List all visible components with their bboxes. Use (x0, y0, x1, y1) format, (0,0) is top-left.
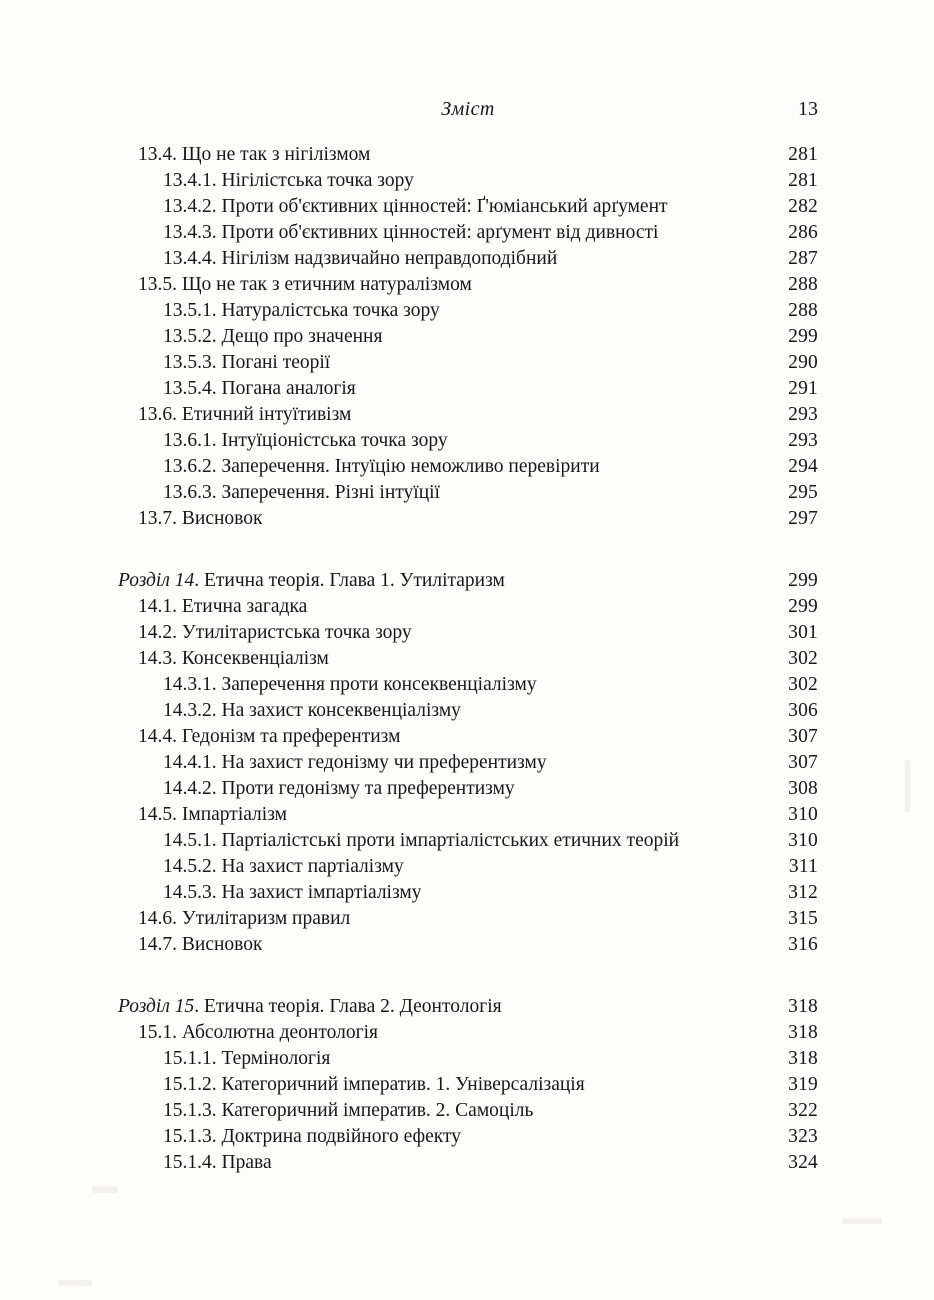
toc-entry-page-number: 281 (788, 144, 818, 165)
toc-section-entry[interactable] (118, 350, 818, 376)
toc-entry-label: 15.1.3. Категоричний імператив. 2. Самоціль (163, 1100, 534, 1121)
toc-entry-page-number: 301 (788, 622, 818, 643)
toc-group (118, 142, 818, 532)
toc-section-entry[interactable] (118, 428, 818, 454)
scan-speckle (58, 1280, 92, 1286)
toc-entry-label: 13.6.2. Заперечення. Інтуїцію неможливо перевірити (163, 456, 600, 477)
toc-entry-label: 13.6.1. Інтуїціоністська точка зору (163, 430, 448, 451)
toc-chapter-title: . Етична теорія. Глава 1. Утилітаризм (194, 570, 505, 591)
toc-entry-label: 14.5.2. На захист партіалізму (163, 856, 404, 877)
toc-group (118, 994, 818, 1176)
toc-entry-label: 15.1.4. Права (163, 1152, 272, 1173)
toc-entry-page-number: 318 (788, 1048, 818, 1069)
toc-entry-label: 14.5.3. На захист імпартіалізму (163, 882, 422, 903)
toc-section-entry[interactable] (118, 402, 818, 428)
toc-entry-page-number: 319 (788, 1074, 818, 1095)
toc-section-entry[interactable] (118, 802, 818, 828)
toc-entry-page-number: 324 (788, 1152, 818, 1173)
toc-entry-page-number: 293 (788, 404, 818, 425)
toc-entry-page-number: 302 (788, 648, 818, 669)
toc-section-entry[interactable] (118, 376, 818, 402)
toc-section-entry[interactable] (118, 506, 818, 532)
toc-entry-page-number: 287 (788, 248, 818, 269)
scan-speckle (92, 1186, 118, 1193)
running-head (118, 98, 818, 128)
toc-entry-page-number: 294 (788, 456, 818, 477)
toc-section-entry[interactable] (118, 646, 818, 672)
toc-entry-page-number: 312 (788, 882, 818, 903)
toc-section-entry[interactable] (118, 724, 818, 750)
toc-chapter-tag: Розділ 15 (118, 996, 195, 1017)
toc-section-entry[interactable] (118, 454, 818, 480)
toc-entry-label: 14.3.1. Заперечення проти консеквенціалізму (163, 674, 537, 695)
toc-section-entry[interactable] (118, 1020, 818, 1046)
toc-entry-label: 13.4.1. Нігілістська точка зору (163, 170, 414, 191)
toc-entry-label: 15.1. Абсолютна деонтологія (138, 1022, 378, 1043)
toc-entry-page-number: 306 (788, 700, 818, 721)
toc-entry-label: 14.4. Гедонізм та преферентизм (138, 726, 401, 747)
toc-section-entry[interactable] (118, 168, 818, 194)
running-head-page-number: 13 (798, 98, 818, 120)
toc-section-entry[interactable] (118, 594, 818, 620)
toc-section-entry[interactable] (118, 1072, 818, 1098)
toc-entry-label: 15.1.3. Доктрина подвійного ефекту (163, 1126, 462, 1147)
toc-section-entry[interactable] (118, 854, 818, 880)
toc-entry-label: 13.5.4. Погана аналогія (163, 378, 356, 399)
toc-chapter-entry[interactable] (118, 994, 818, 1020)
toc-entry-page-number: 323 (788, 1126, 818, 1147)
toc-entry-label: 14.4.2. Проти гедонізму та преферентизму (163, 778, 515, 799)
toc-entry-page-number: 290 (788, 352, 818, 373)
toc-entry-page-number: 302 (788, 674, 818, 695)
toc-entry-label: 14.2. Утилітаристська точка зору (138, 622, 412, 643)
toc-entry-label: 14.5. Імпартіалізм (138, 804, 287, 825)
toc-entry-label: 13.4. Що не так з нігілізмом (138, 144, 371, 165)
scan-speckle (842, 1218, 882, 1224)
toc-section-entry[interactable] (118, 298, 818, 324)
toc-section-entry[interactable] (118, 220, 818, 246)
toc-entry-label: 14.7. Висновок (138, 934, 263, 955)
toc-section-entry[interactable] (118, 906, 818, 932)
toc-entry-label: 14.3.2. На захист консеквенціалізму (163, 700, 461, 721)
toc-entry-page-number: 291 (788, 378, 818, 399)
toc-entry-label: 14.3. Консеквенціалізм (138, 648, 329, 669)
toc-entry-page-number: 286 (788, 222, 818, 243)
toc-chapter-title: . Етична теорія. Глава 2. Деонтологія (194, 996, 502, 1017)
toc-entry-page-number: 293 (788, 430, 818, 451)
toc-entry-label: 13.5.1. Натуралістська точка зору (163, 300, 440, 321)
toc-entry-page-number: 316 (788, 934, 818, 955)
toc-section-entry[interactable] (118, 776, 818, 802)
toc-section-entry[interactable] (118, 828, 818, 854)
toc-entry-label: 14.5.1. Партіалістські проти імпартіалістських етичних теорій (163, 830, 680, 851)
toc-section-entry[interactable] (118, 672, 818, 698)
toc-entry-label: 14.1. Етична загадка (138, 596, 308, 617)
toc-entry-label: 15.1.2. Категоричний імператив. 1. Універсалізація (163, 1074, 585, 1095)
toc-entry-label (118, 994, 502, 1020)
toc-section-entry[interactable] (118, 620, 818, 646)
toc-entry-page-number: 310 (788, 804, 818, 825)
toc-entry-page-number: 307 (788, 752, 818, 773)
toc-section-entry[interactable] (118, 1046, 818, 1072)
toc-entry-page-number: 318 (788, 996, 818, 1017)
toc-entry-label: 14.4.1. На захист гедонізму чи преферентизму (163, 752, 547, 773)
toc-entry-page-number: 307 (788, 726, 818, 747)
toc-entry-page-number: 297 (788, 508, 818, 529)
toc-entry-label: 13.5.3. Погані теорії (163, 352, 331, 373)
toc-entry-label: 13.4.2. Проти об'єктивних цінностей: Ґ'юміанський арґумент (163, 196, 668, 217)
toc-entry-page-number: 308 (788, 778, 818, 799)
toc-section-entry[interactable] (118, 480, 818, 506)
toc-entry-page-number: 311 (788, 856, 818, 877)
toc-entry-label: 13.4.3. Проти об'єктивних цінностей: арґумент від дивності (163, 222, 659, 243)
toc-section-entry[interactable] (118, 142, 818, 168)
toc-entry-label: 13.7. Висновок (138, 508, 263, 529)
toc-section-entry[interactable] (118, 272, 818, 298)
toc-entry-label: 13.5.2. Дещо про значення (163, 326, 383, 347)
toc-entry-page-number: 282 (788, 196, 818, 217)
running-head-title: Зміст (441, 98, 495, 120)
toc-section-entry[interactable] (118, 1124, 818, 1150)
toc-section-entry[interactable] (118, 324, 818, 350)
toc-section-entry[interactable] (118, 932, 818, 958)
toc-chapter-entry[interactable] (118, 568, 818, 594)
scan-speckle (905, 760, 910, 812)
toc-entry-page-number: 310 (788, 830, 818, 851)
toc-section-entry[interactable] (118, 246, 818, 272)
toc-section-entry[interactable] (118, 1098, 818, 1124)
toc-entry-page-number: 288 (788, 300, 818, 321)
toc-section-entry[interactable] (118, 750, 818, 776)
toc-entry-page-number: 295 (788, 482, 818, 503)
toc-group (118, 568, 818, 958)
toc-entry-label: 15.1.1. Термінологія (163, 1048, 331, 1069)
toc-section-entry[interactable] (118, 194, 818, 220)
toc-entry-page-number: 299 (788, 570, 818, 591)
toc-chapter-tag: Розділ 14 (118, 570, 195, 591)
toc-entry-page-number: 299 (788, 596, 818, 617)
toc-entry-label: 13.4.4. Нігілізм надзвичайно неправдоподібний (163, 248, 558, 269)
toc-entry-page-number: 299 (788, 326, 818, 347)
toc-section-entry[interactable] (118, 880, 818, 906)
table-of-contents (118, 142, 818, 1176)
toc-entry-label: 13.6.3. Заперечення. Різні інтуїції (163, 482, 440, 503)
toc-entry-page-number: 281 (788, 170, 818, 191)
toc-entry-page-number: 288 (788, 274, 818, 295)
toc-entry-label: 13.5. Що не так з етичним натуралізмом (138, 274, 472, 295)
toc-entry-page-number: 315 (788, 908, 818, 929)
toc-section-entry[interactable] (118, 698, 818, 724)
toc-entry-label: 14.6. Утилітаризм правил (138, 908, 351, 929)
toc-entry-page-number: 322 (788, 1100, 818, 1121)
toc-entry-label (118, 568, 505, 594)
toc-entry-label: 13.6. Етичний інтуїтивізм (138, 404, 352, 425)
toc-section-entry[interactable] (118, 1150, 818, 1176)
toc-entry-page-number: 318 (788, 1022, 818, 1043)
